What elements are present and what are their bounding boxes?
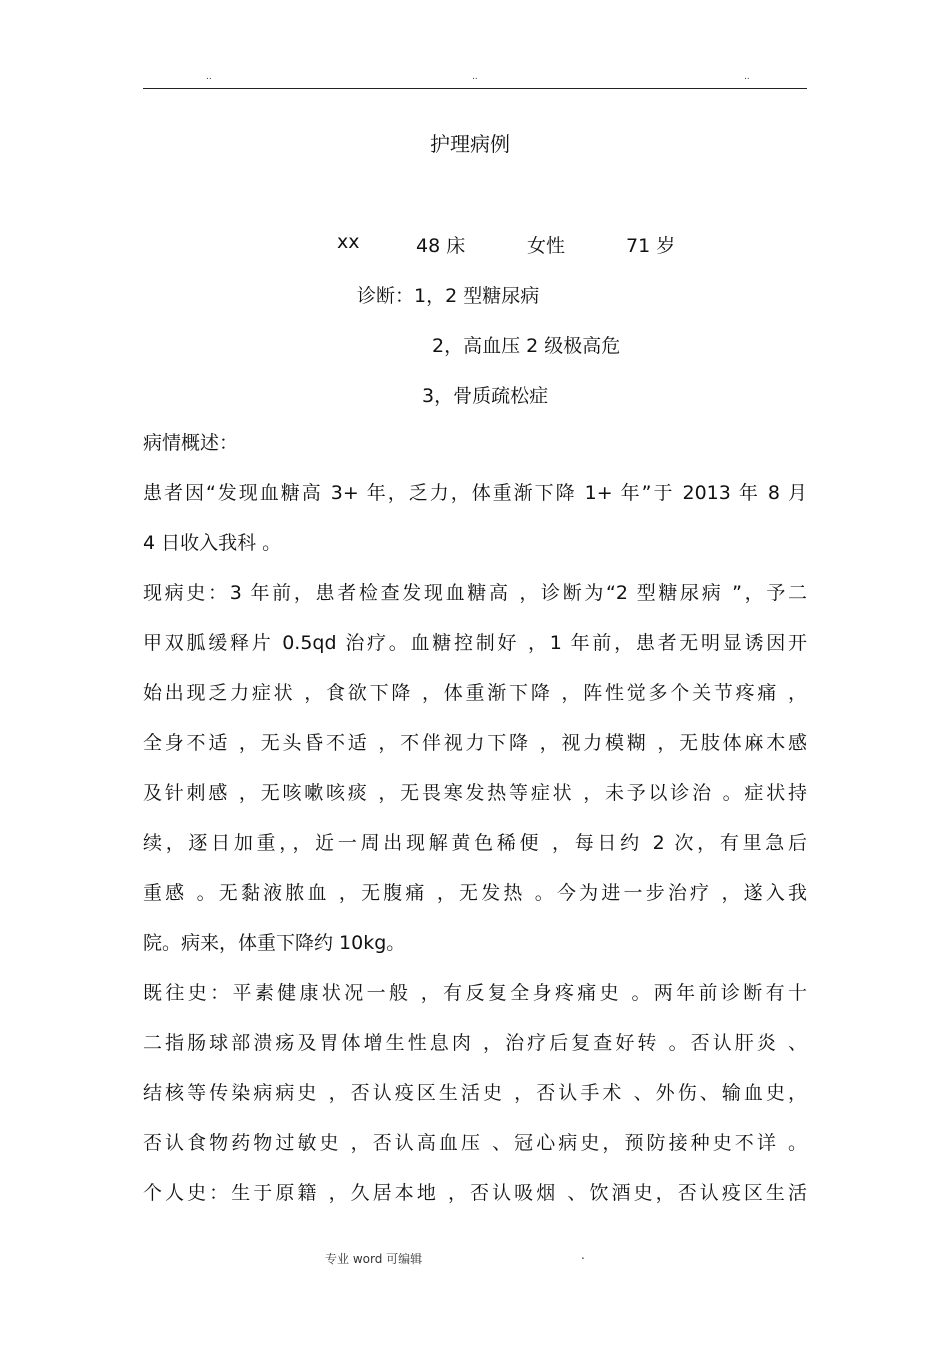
diagnosis-item-3: 3，骨质疏松症 <box>422 385 549 407</box>
paragraph-line: 患者因“发现血糖高 3+ 年，乏力，体重渐下降 1+ 年”于 2013 年 8 月 <box>143 482 807 504</box>
footer-dot: . <box>581 1248 585 1262</box>
paragraph-line: 结核等传染病病史 ，否认疫区生活史 ，否认手术 、外伤、输血史， <box>143 1082 807 1104</box>
paragraph-line: 现病史：3 年前，患者检查发现血糖高 ，诊断为“2 型糖尿病 ”，予二 <box>143 582 807 604</box>
case-body <box>143 426 807 1226</box>
patient-name: xx <box>337 231 360 253</box>
footer-note: 专业 word 可编辑 <box>325 1252 423 1266</box>
paragraph-line: 个人史：生于原籍 ，久居本地 ，否认吸烟 、饮酒史，否认疫区生活 <box>143 1182 807 1204</box>
paragraph-line: 既往史：平素健康状况一般 ，有反复全身疼痛史 。两年前诊断有十 <box>143 982 807 1004</box>
paragraph-line: 重感 。无黏液脓血 ，无腹痛 ，无发热 。今为进一步治疗 ，遂入我 <box>143 882 807 904</box>
paragraph-line: 二指肠球部溃疡及胃体增生性息肉 ，治疗后复查好转 。否认肝炎 、 <box>143 1032 807 1054</box>
diagnosis-item-2: 2，高血压 2 级极高危 <box>432 335 621 357</box>
paragraph-line: 院。病来，体重下降约 10kg。 <box>143 932 406 954</box>
header-mark-left: .. <box>206 72 212 82</box>
section-heading-overview: 病情概述： <box>143 432 239 454</box>
paragraph-line: 续，逐日加重，，近一周出现解黄色稀便 ，每日约 2 次，有里急后 <box>143 832 807 854</box>
header-rule <box>143 88 807 89</box>
diagnosis-label: 诊断： <box>357 285 415 307</box>
header-mark-center: .. <box>472 72 478 82</box>
patient-gender: 女性 <box>527 235 566 257</box>
patient-bed: 48 床 <box>416 235 466 257</box>
document-title: 护理病例 <box>430 132 510 156</box>
diagnosis-first <box>357 281 539 308</box>
paragraph-line: 及针刺感 ，无咳嗽咳痰 ，无畏寒发热等症状 ，未予以诊治 。症状持 <box>143 782 807 804</box>
header-mark-right: .. <box>744 72 750 82</box>
patient-age: 71 岁 <box>626 235 676 257</box>
diagnosis-item-1: 1，2 型糖尿病 <box>414 285 540 307</box>
paragraph-line: 全身不适 ，无头昏不适 ，不伴视力下降 ，视力模糊 ，无肢体麻木感 <box>143 732 807 754</box>
paragraph-line: 始出现乏力症状 ，食欲下降 ，体重渐下降 ，阵性觉多个关节疼痛 ， <box>143 682 807 704</box>
paragraph-line: 甲双胍缓释片 0.5qd 治疗。血糖控制好 ，1 年前，患者无明显诱因开 <box>143 632 807 654</box>
paragraph-line: 否认食物药物过敏史 ，否认高血压 、冠心病史，预防接种史不详 。 <box>143 1132 807 1154</box>
header-marks <box>143 72 807 86</box>
paragraph-line: 4 日收入我科 。 <box>143 532 282 554</box>
